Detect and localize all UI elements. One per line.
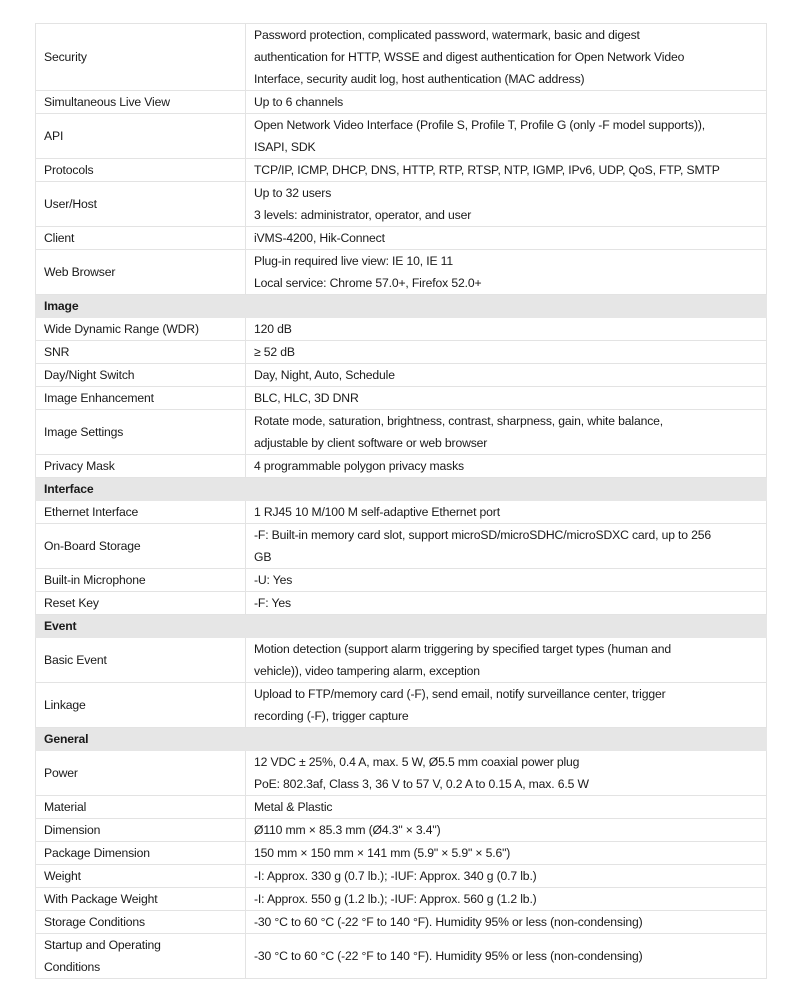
spec-value-line: 4 programmable polygon privacy masks xyxy=(254,459,465,473)
spec-value xyxy=(246,159,767,182)
spec-value-line: Open Network Video Interface (Profile S, Profile T, Profile G (only -F model supports)), xyxy=(254,118,706,132)
spec-value xyxy=(246,501,767,524)
spec-value xyxy=(246,888,767,911)
spec-value xyxy=(246,24,767,91)
spec-key-line: Conditions xyxy=(44,960,101,974)
spec-value xyxy=(246,911,767,934)
spec-row xyxy=(36,24,767,91)
section-title: General xyxy=(36,728,767,751)
spec-key: Weight xyxy=(36,865,246,888)
spec-row xyxy=(36,364,767,387)
spec-value xyxy=(246,341,767,364)
spec-value-line: -30 °C to 60 °C (-22 °F to 140 °F). Humidity 95% or less (non-condensing) xyxy=(254,915,643,929)
spec-key: Image Settings xyxy=(36,410,246,455)
section-header-row xyxy=(36,478,767,501)
spec-value-line: Metal & Plastic xyxy=(254,800,333,814)
spec-value xyxy=(246,569,767,592)
spec-key: Client xyxy=(36,227,246,250)
spec-row xyxy=(36,592,767,615)
spec-value-line: Interface, security audit log, host authentication (MAC address) xyxy=(254,72,585,86)
spec-value xyxy=(246,842,767,865)
spec-key: Image Enhancement xyxy=(36,387,246,410)
spec-value-line: 120 dB xyxy=(254,322,292,336)
spec-value xyxy=(246,524,767,569)
spec-key: Power xyxy=(36,751,246,796)
spec-key: With Package Weight xyxy=(36,888,246,911)
spec-value-line: Upload to FTP/memory card (-F), send email, notify surveillance center, trigger xyxy=(254,687,666,701)
spec-value-line: -I: Approx. 330 g (0.7 lb.); -IUF: Approx. 340 g (0.7 lb.) xyxy=(254,869,537,883)
spec-row xyxy=(36,888,767,911)
spec-value xyxy=(246,318,767,341)
spec-value xyxy=(246,796,767,819)
spec-value-line: TCP/IP, ICMP, DHCP, DNS, HTTP, RTP, RTSP, NTP, IGMP, IPv6, UDP, QoS, FTP, SMTP xyxy=(254,163,720,177)
spec-row xyxy=(36,524,767,569)
spec-value-line: 12 VDC ± 25%, 0.4 A, max. 5 W, Ø5.5 mm coaxial power plug xyxy=(254,755,580,769)
spec-row xyxy=(36,911,767,934)
spec-row xyxy=(36,341,767,364)
spec-key: SNR xyxy=(36,341,246,364)
spec-key: Storage Conditions xyxy=(36,911,246,934)
spec-value-line: recording (-F), trigger capture xyxy=(254,709,409,723)
spec-value-line: Up to 32 users xyxy=(254,186,332,200)
spec-value-line: BLC, HLC, 3D DNR xyxy=(254,391,359,405)
spec-value-line: authentication for HTTP, WSSE and digest authentication for Open Network Video xyxy=(254,50,685,64)
spec-row xyxy=(36,865,767,888)
section-title: Interface xyxy=(36,478,767,501)
spec-key: On-Board Storage xyxy=(36,524,246,569)
spec-value-line: 3 levels: administrator, operator, and user xyxy=(254,208,472,222)
spec-value-line: Motion detection (support alarm triggering by specified target types (human and xyxy=(254,642,671,656)
spec-value-line: -F: Yes xyxy=(254,596,291,610)
spec-value-line: ≥ 52 dB xyxy=(254,345,295,359)
section-header-row xyxy=(36,295,767,318)
spec-key: Material xyxy=(36,796,246,819)
spec-value-line: -F: Built-in memory card slot, support microSD/microSDHC/microSDXC card, up to 256 xyxy=(254,528,712,542)
spec-key: Protocols xyxy=(36,159,246,182)
spec-row xyxy=(36,796,767,819)
spec-row xyxy=(36,387,767,410)
section-title: Event xyxy=(36,615,767,638)
spec-key: Wide Dynamic Range (WDR) xyxy=(36,318,246,341)
spec-value-line: ISAPI, SDK xyxy=(254,140,316,154)
spec-value-line: PoE: 802.3af, Class 3, 36 V to 57 V, 0.2 A to 0.15 A, max. 6.5 W xyxy=(254,777,589,791)
spec-row xyxy=(36,91,767,114)
spec-key: Simultaneous Live View xyxy=(36,91,246,114)
spec-value xyxy=(246,683,767,728)
spec-key: Basic Event xyxy=(36,638,246,683)
spec-value xyxy=(246,592,767,615)
spec-value xyxy=(246,934,767,979)
section-header-row xyxy=(36,728,767,751)
spec-value-line: 1 RJ45 10 M/100 M self-adaptive Ethernet port xyxy=(254,505,500,519)
spec-row xyxy=(36,159,767,182)
spec-value-line: 150 mm × 150 mm × 141 mm (5.9" × 5.9" × 5.6") xyxy=(254,846,511,860)
spec-value-line: vehicle)), video tampering alarm, exception xyxy=(254,664,480,678)
spec-row xyxy=(36,114,767,159)
spec-value xyxy=(246,638,767,683)
spec-key: Privacy Mask xyxy=(36,455,246,478)
spec-key: Package Dimension xyxy=(36,842,246,865)
spec-value xyxy=(246,751,767,796)
spec-table-body xyxy=(36,24,767,979)
spec-value xyxy=(246,819,767,842)
section-header-row xyxy=(36,615,767,638)
spec-key: Linkage xyxy=(36,683,246,728)
spec-value-line: Local service: Chrome 57.0+, Firefox 52.0+ xyxy=(254,276,482,290)
spec-value xyxy=(246,410,767,455)
spec-value xyxy=(246,455,767,478)
spec-value xyxy=(246,91,767,114)
spec-value xyxy=(246,182,767,227)
spec-value-line: Up to 6 channels xyxy=(254,95,344,109)
spec-key: Ethernet Interface xyxy=(36,501,246,524)
spec-key xyxy=(36,934,246,979)
spec-value-line: Plug-in required live view: IE 10, IE 11 xyxy=(254,254,454,268)
spec-row xyxy=(36,250,767,295)
spec-row xyxy=(36,842,767,865)
spec-row xyxy=(36,410,767,455)
spec-value-line: Ø110 mm × 85.3 mm (Ø4.3" × 3.4") xyxy=(254,823,441,837)
spec-value xyxy=(246,114,767,159)
spec-key: Day/Night Switch xyxy=(36,364,246,387)
spec-row xyxy=(36,819,767,842)
spec-value xyxy=(246,364,767,387)
spec-value-line: GB xyxy=(254,550,272,564)
spec-value-line: iVMS-4200, Hik-Connect xyxy=(254,231,385,245)
spec-key: Security xyxy=(36,24,246,91)
spec-row xyxy=(36,569,767,592)
spec-key: Web Browser xyxy=(36,250,246,295)
spec-row xyxy=(36,683,767,728)
spec-key: Built-in Microphone xyxy=(36,569,246,592)
spec-key: API xyxy=(36,114,246,159)
spec-table xyxy=(35,23,767,979)
spec-value xyxy=(246,865,767,888)
spec-value-line: Rotate mode, saturation, brightness, contrast, sharpness, gain, white balance, xyxy=(254,414,664,428)
spec-row xyxy=(36,318,767,341)
spec-value-line: -U: Yes xyxy=(254,573,293,587)
spec-value xyxy=(246,250,767,295)
spec-row xyxy=(36,638,767,683)
spec-value-line: adjustable by client software or web browser xyxy=(254,436,488,450)
spec-value xyxy=(246,387,767,410)
spec-value-line: Password protection, complicated password, watermark, basic and digest xyxy=(254,28,640,42)
spec-value-line: -I: Approx. 550 g (1.2 lb.); -IUF: Approx. 560 g (1.2 lb.) xyxy=(254,892,537,906)
spec-row xyxy=(36,182,767,227)
spec-key-line: Startup and Operating xyxy=(44,938,161,952)
spec-row xyxy=(36,501,767,524)
spec-row xyxy=(36,751,767,796)
section-title: Image xyxy=(36,295,767,318)
spec-row xyxy=(36,934,767,979)
spec-key: User/Host xyxy=(36,182,246,227)
spec-key: Reset Key xyxy=(36,592,246,615)
spec-key: Dimension xyxy=(36,819,246,842)
spec-value-line: -30 °C to 60 °C (-22 °F to 140 °F). Humidity 95% or less (non-condensing) xyxy=(254,949,643,963)
spec-row xyxy=(36,227,767,250)
spec-row xyxy=(36,455,767,478)
spec-value-line: Day, Night, Auto, Schedule xyxy=(254,368,395,382)
spec-value xyxy=(246,227,767,250)
